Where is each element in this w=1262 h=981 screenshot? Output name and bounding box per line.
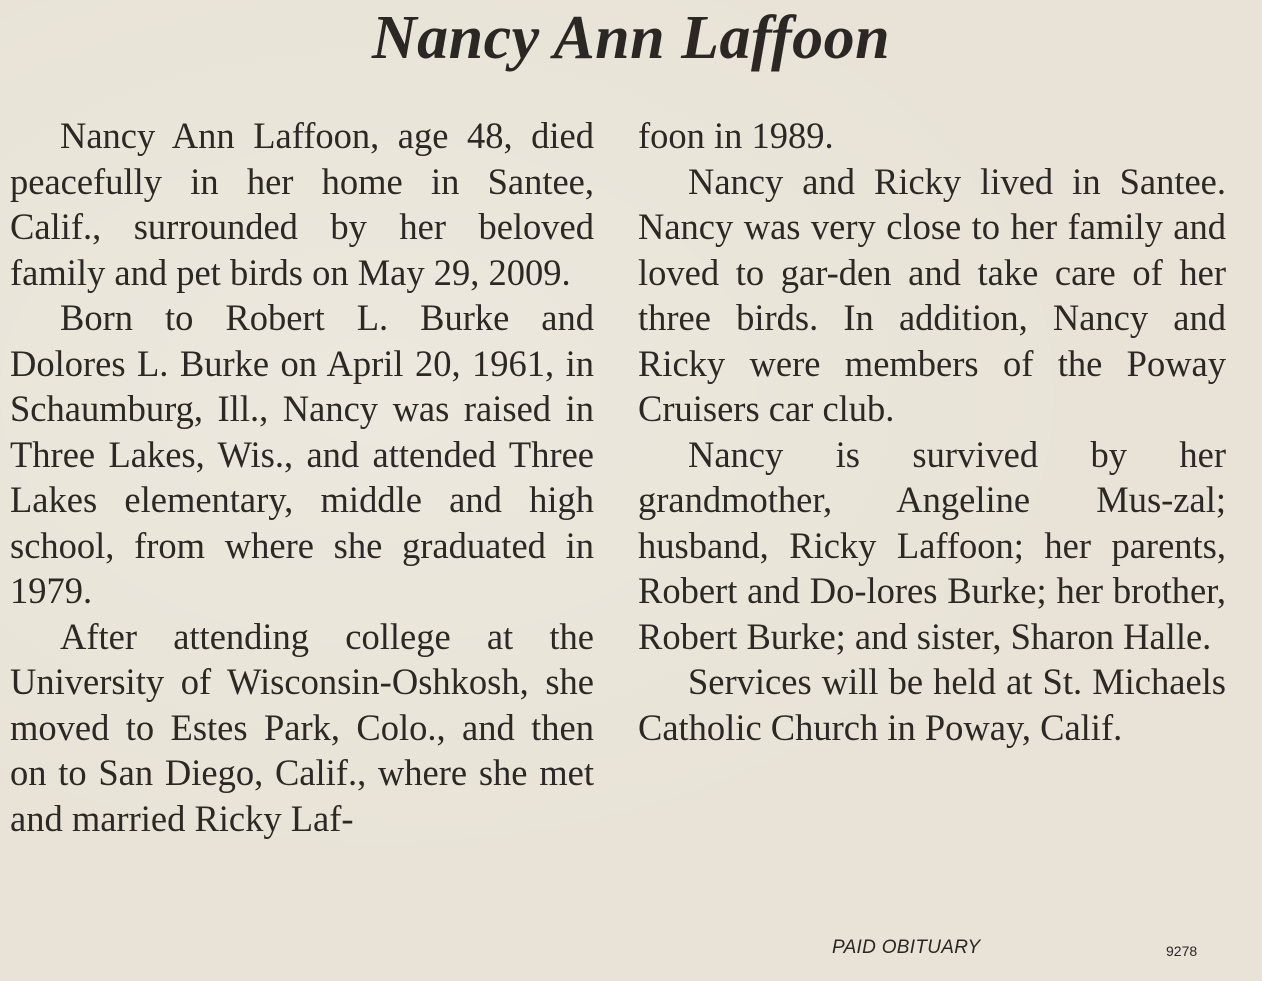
right-column (638, 113, 1226, 750)
paragraph-survivors: Nancy is survived by her grandmother, Angeline Mus-zal; husband, Ricky Laffoon; her parents, Robert and Do-lores Burke; her brother, Robert Burke; and sister, Sharon Halle. (638, 433, 1226, 657)
paragraph-college-continued: foon in 1989. (638, 115, 834, 156)
paid-obituary-label: PAID OBITUARY (832, 937, 981, 958)
paragraph-services: Services will be held at St. Michaels Catholic Church in Poway, Calif. (638, 661, 1226, 748)
paragraph-birth: Born to Robert L. Burke and Dolores L. Burke on April 20, 1961, in Schaumburg, Ill., Nancy was raised in Three Lakes, Wis., and attended Three Lakes elementary, middle and high school, from where she graduated in 1979. (10, 297, 594, 611)
left-column (10, 113, 594, 841)
paragraph-intro: Nancy Ann Laffoon, age 48, died peacefully in her home in Santee, Calif., surrounded by her beloved family and pet birds on May 29, 2009. (10, 115, 594, 293)
paragraph-santee: Nancy and Ricky lived in Santee. Nancy was very close to her family and loved to gar-den and take care of her three birds. In addition, Nancy and Ricky were members of the Poway Cruisers car club. (638, 160, 1226, 429)
obituary-title: Nancy Ann Laffoon (371, 4, 891, 72)
paragraph-college: After attending college at the University of Wisconsin-Oshkosh, she moved to Estes Park, Colo., and then on to San Diego, Calif., where she met and married Ricky Laf- (10, 615, 594, 839)
obituary-code: 9278 (1166, 943, 1198, 959)
